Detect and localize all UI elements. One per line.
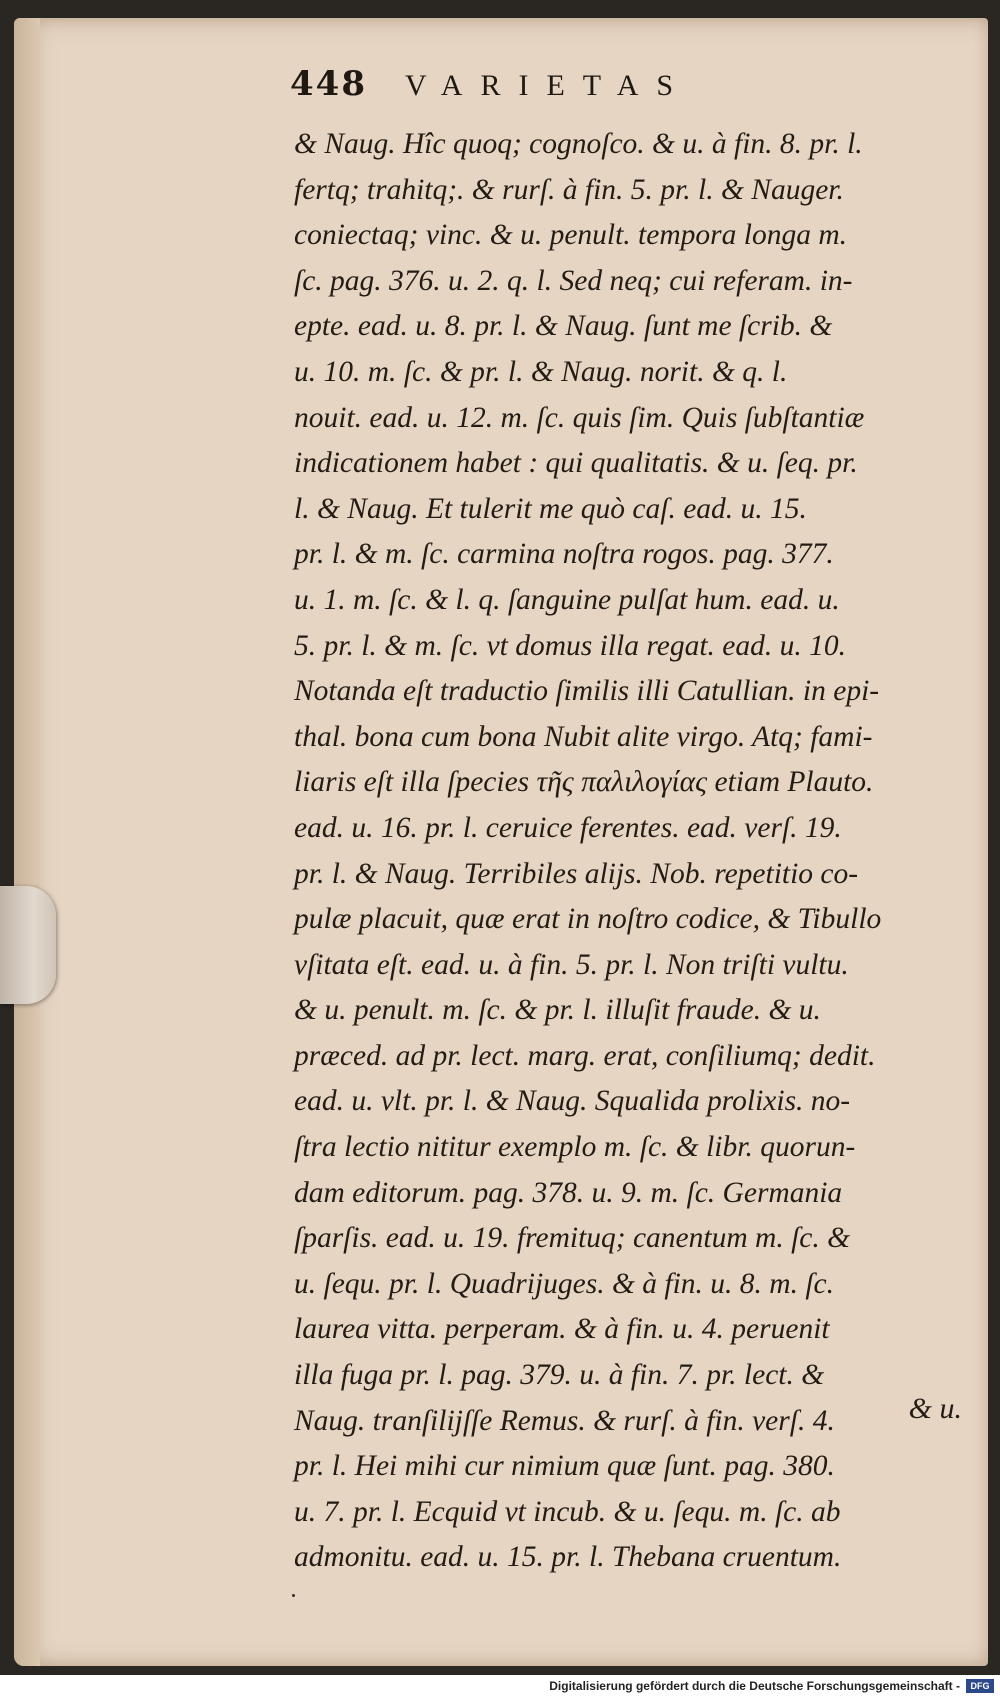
page-header (290, 64, 850, 112)
catchword: & u. (908, 1392, 962, 1425)
text-line: thal. bona cum bona Nubit alite virgo. Atq; fami- (294, 720, 873, 753)
text-line: vſitata eſt. ead. u. à fin. 5. pr. l. Non triſti vultu. (294, 948, 849, 981)
text-line: ead. u. 16. pr. l. ceruice ferentes. ead. verſ. 19. (294, 811, 842, 844)
text-line: pr. l. Hei mihi cur nimium quæ ſunt. pag. 380. (294, 1450, 835, 1483)
text-line: pulæ placuit, quæ erat in noſtro codice, & Tibullo (294, 903, 882, 936)
text-line: Notanda eſt traductio ſimilis illi Catullian. in epi- (294, 675, 880, 708)
text-line: admonitu. ead. u. 15. pr. l. Thebana cruentum. (294, 1541, 842, 1574)
text-line: illa fuga pr. l. pag. 379. u. à fin. 7. pr. lect. & (294, 1359, 825, 1392)
text-line: ead. u. vlt. pr. l. & Naug. Squalida prolixis. no- (294, 1085, 851, 1118)
text-line: coniectaq; vinc. & u. penult. tempora longa m. (294, 219, 848, 252)
text-line: u. 7. pr. l. Ecquid vt incub. & u. ſequ. m. ſc. ab (294, 1495, 841, 1528)
bookmark-tab (0, 886, 56, 1004)
body-text (294, 122, 974, 1581)
text-line: epte. ead. u. 8. pr. l. & Naug. ſunt me ſcrib. & (294, 310, 833, 343)
text-line: indicationem habet : qui qualitatis. & u. ſeq. pr. (294, 447, 858, 480)
text-line: u. ſequ. pr. l. Quadrijuges. & à fin. u. 8. m. ſc. (294, 1267, 835, 1300)
text-line: & Naug. Hîc quoq; cognoſco. & u. à fin. 8. pr. l. (294, 128, 863, 160)
page-number: 448 (290, 64, 367, 104)
dfg-logo: DFG (966, 1679, 994, 1693)
page-gutter (14, 18, 40, 1666)
text-line: liaris eſt illa ſpecies τῆς παλιλογίας etiam Plauto. (294, 766, 874, 799)
running-head: VARIETAS (404, 69, 692, 102)
text-line: ſtra lectio nititur exemplo m. ſc. & libr. quorun- (294, 1131, 856, 1164)
text-line: & u. penult. m. ſc. & pr. l. illuſit fraude. & u. (294, 994, 821, 1027)
text-line: pr. l. & m. ſc. carmina noſtra rogos. pag. 377. (294, 538, 834, 571)
text-line: laurea vitta. perperam. & à fin. u. 4. peruenit (294, 1313, 830, 1346)
text-line: pr. l. & Naug. Terribiles alijs. Nob. repetitio co- (294, 857, 859, 890)
text-line: fertq; trahitq;. & rurſ. à fin. 5. pr. l. & Nauger. (294, 173, 844, 206)
text-line: ſparſis. ead. u. 19. fremituq; canentum m. ſc. & (294, 1222, 851, 1255)
ink-speck (292, 1594, 295, 1597)
text-line: l. & Naug. Et tulerit me quò caſ. ead. u. 15. (294, 492, 807, 525)
text-line: præced. ad pr. lect. marg. erat, conſiliumq; dedit. (294, 1039, 876, 1072)
text-line: u. 10. m. ſc. & pr. l. & Naug. norit. & q. l. (294, 355, 788, 388)
text-line: 5. pr. l. & m. ſc. vt domus illa regat. ead. u. 10. (294, 629, 847, 662)
text-line: Naug. tranſilijſſe Remus. & rurſ. à fin. verſ. 4. (294, 1404, 835, 1437)
footer-credit: Digitalisierung gefördert durch die Deutsche Forschungsgemeinschaft - (549, 1679, 960, 1693)
text-line: ſc. pag. 376. u. 2. q. l. Sed neq; cui referam. in- (294, 264, 853, 297)
footer-bar (0, 1675, 1000, 1697)
text-line: u. 1. m. ſc. & l. q. ſanguine pulſat hum. ead. u. (294, 583, 840, 616)
text-line: nouit. ead. u. 12. m. ſc. quis ſim. Quis ſubſtantiæ (294, 401, 865, 434)
text-line: dam editorum. pag. 378. u. 9. m. ſc. Germania (294, 1176, 843, 1209)
